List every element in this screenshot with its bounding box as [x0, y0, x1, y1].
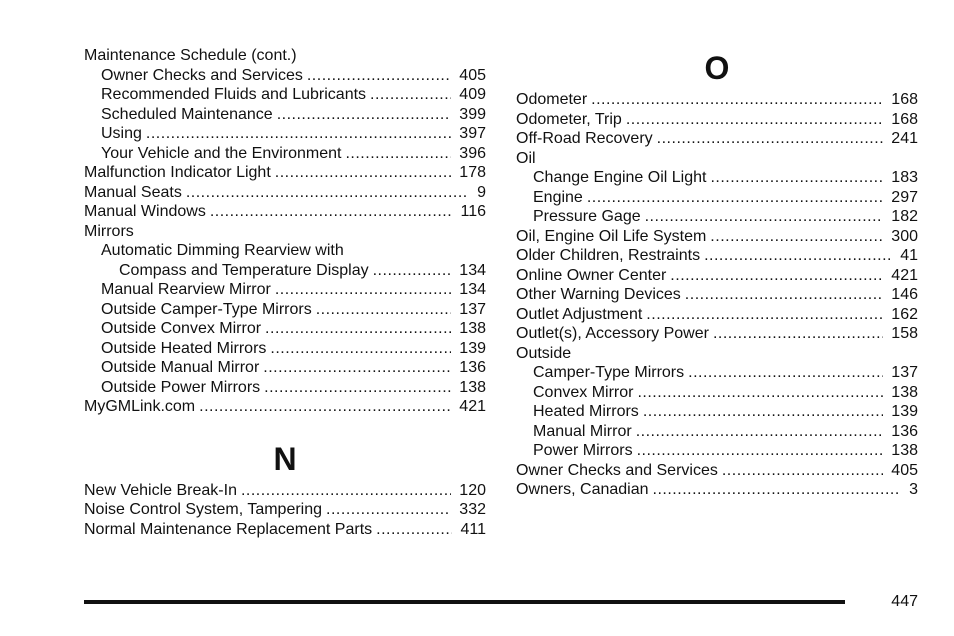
index-entry-page: 138: [459, 320, 486, 337]
index-entry-text: Your Vehicle and the Environment: [101, 144, 342, 162]
index-entry: [516, 422, 918, 442]
section-letter-o: O: [704, 50, 730, 86]
index-entry-page: 397: [459, 125, 486, 142]
index-entry-page: 409: [459, 86, 486, 103]
index-entry: [84, 46, 486, 66]
index-entry-text: Automatic Dimming Rearview with: [101, 242, 344, 259]
dot-leader: [636, 422, 884, 442]
index-entry-text: Outlet Adjustment: [516, 305, 643, 323]
index-entry: [84, 261, 486, 281]
index-entry-text: Normal Maintenance Replacement Parts: [84, 520, 373, 538]
index-entry-text: Odometer: [516, 91, 588, 108]
dot-leader: [326, 500, 451, 520]
index-column-left: [84, 46, 486, 539]
index-entry-text: Owners, Canadian: [516, 481, 649, 498]
index-entry-text: Scheduled Maintenance: [101, 105, 273, 123]
index-entry: [516, 207, 918, 227]
dot-leader: [146, 124, 451, 144]
index-entry-page: 139: [891, 403, 918, 420]
index-entry-page: 300: [891, 227, 918, 245]
index-entry-text: Malfunction Indicator Light: [84, 164, 271, 181]
dot-leader: [587, 188, 883, 208]
index-entry: [516, 344, 918, 364]
index-entry-text: Manual Mirror: [533, 422, 632, 440]
index-entry: [516, 461, 918, 481]
dot-leader: [376, 520, 452, 540]
dot-leader: [626, 110, 883, 130]
index-entry-page: 136: [459, 359, 486, 376]
index-entry-text: Manual Rearview Mirror: [101, 281, 271, 298]
dot-leader: [241, 481, 451, 501]
index-entry-text: Heated Mirrors: [533, 403, 639, 420]
dot-leader: [210, 202, 453, 222]
index-list-o: [516, 90, 918, 500]
index-entry-text: Manual Windows: [84, 203, 206, 220]
index-entry-page: 138: [891, 442, 918, 459]
index-entry: [84, 358, 486, 378]
index-entry-text: Pressure Gage: [533, 208, 641, 225]
index-entry-text: Owner Checks and Services: [516, 461, 718, 479]
index-entry-text: Manual Seats: [84, 183, 182, 201]
index-entry: [516, 90, 918, 110]
index-entry-page: 178: [459, 164, 486, 181]
index-entry-text: Off-Road Recovery: [516, 130, 653, 147]
index-entry: [84, 105, 486, 125]
index-entry: [84, 300, 486, 320]
index-entry: [516, 188, 918, 208]
index-entry: [84, 500, 486, 520]
index-entry-page: 405: [891, 461, 918, 479]
dot-leader: [637, 441, 884, 461]
index-entry-text: Compass and Temperature Display: [119, 261, 369, 279]
dot-leader: [713, 324, 883, 344]
index-entry: [84, 183, 486, 203]
dot-leader: [307, 66, 451, 86]
index-entry: [84, 378, 486, 398]
index-entry-text: Engine: [533, 188, 583, 206]
index-entry-page: 241: [891, 130, 918, 147]
dot-leader: [265, 319, 451, 339]
index-entry-page: 138: [891, 383, 918, 401]
index-entry: [84, 280, 486, 300]
index-entry-page: 421: [891, 266, 918, 284]
index-entry-text: Oil: [516, 149, 536, 167]
dot-leader: [186, 183, 469, 203]
index-entry-page: 332: [459, 501, 486, 518]
dot-leader: [710, 168, 883, 188]
index-entry-text: Older Children, Restraints: [516, 247, 701, 264]
index-entry: [84, 481, 486, 501]
index-entry-page: 183: [891, 169, 918, 186]
index-entry-page: 405: [459, 66, 486, 84]
index-entry-text: Noise Control System, Tampering: [84, 501, 323, 518]
dot-leader: [637, 383, 883, 403]
index-entry: [516, 110, 918, 130]
index-entry: [516, 305, 918, 325]
index-entry-text: Mirrors: [84, 222, 134, 240]
dot-leader: [591, 90, 883, 110]
index-entry-page: 116: [460, 203, 486, 220]
index-entry: [84, 144, 486, 164]
dot-leader: [643, 402, 883, 422]
index-entry-page: 137: [891, 364, 918, 381]
index-entry: [84, 202, 486, 222]
index-entry-page: 139: [459, 339, 486, 357]
index-entry-page: 162: [891, 305, 918, 323]
index-entry-text: Maintenance Schedule (cont.): [84, 47, 297, 64]
index-entry-text: Owner Checks and Services: [101, 66, 303, 84]
index-entry-text: Camper-Type Mirrors: [533, 364, 685, 381]
index-entry: [516, 285, 918, 305]
index-entry: [84, 241, 486, 261]
dot-leader: [653, 480, 902, 500]
index-entry-text: Outside Convex Mirror: [101, 320, 262, 337]
dot-leader: [275, 163, 452, 183]
index-entry-text: Outside Power Mirrors: [101, 378, 261, 396]
index-entry-page: 399: [459, 105, 486, 123]
dot-leader: [370, 85, 451, 105]
index-entry-page: 297: [891, 188, 918, 206]
index-entry: [516, 168, 918, 188]
index-entry-page: 182: [891, 208, 918, 225]
dot-leader: [345, 144, 451, 164]
index-entry-page: 9: [477, 183, 486, 201]
index-entry: [516, 246, 918, 266]
index-entry: [516, 363, 918, 383]
index-list-m: [84, 46, 486, 417]
index-list-n: [84, 481, 486, 540]
index-entry-text: Convex Mirror: [533, 383, 634, 401]
index-entry-page: 421: [459, 398, 486, 415]
index-entry-page: 168: [891, 110, 918, 128]
index-entry: [516, 402, 918, 422]
dot-leader: [657, 129, 884, 149]
index-entry-text: Outside: [516, 344, 572, 362]
index-entry: [84, 520, 486, 540]
dot-leader: [373, 261, 452, 281]
index-entry-page: 168: [891, 91, 918, 108]
dot-leader: [264, 378, 451, 398]
index-entry-page: 41: [900, 247, 918, 264]
dot-leader: [270, 339, 451, 359]
index-entry: [516, 149, 918, 169]
index-entry-text: Other Warning Devices: [516, 286, 681, 303]
section-gap: [84, 417, 486, 437]
dot-leader: [646, 305, 883, 325]
index-entry-text: Oil, Engine Oil Life System: [516, 227, 707, 245]
index-entry: [516, 266, 918, 286]
index-entry-text: Using: [101, 125, 142, 142]
index-entry-page: 120: [459, 481, 486, 499]
dot-leader: [199, 397, 451, 417]
index-entry: [84, 339, 486, 359]
dot-leader: [263, 358, 451, 378]
footer-rule: [84, 600, 845, 604]
dot-leader: [275, 280, 451, 300]
index-entry-text: New Vehicle Break-In: [84, 481, 237, 499]
index-entry: [516, 227, 918, 247]
index-entry-text: Outside Manual Mirror: [101, 359, 260, 376]
dot-leader: [316, 300, 452, 320]
index-entry-page: 138: [459, 378, 486, 396]
index-entry: [84, 85, 486, 105]
index-entry-text: Change Engine Oil Light: [533, 169, 707, 186]
index-entry-page: 396: [459, 144, 486, 162]
index-entry-text: Power Mirrors: [533, 442, 633, 459]
dot-leader: [704, 246, 892, 266]
index-column-right: [516, 46, 918, 500]
index-entry-page: 134: [459, 281, 486, 298]
index-entry: [516, 129, 918, 149]
index-entry: [84, 397, 486, 417]
index-entry-text: Odometer, Trip: [516, 110, 622, 128]
index-entry: [84, 163, 486, 183]
dot-leader: [722, 461, 883, 481]
index-entry-text: Outside Heated Mirrors: [101, 339, 267, 357]
index-entry-text: Recommended Fluids and Lubricants: [101, 86, 367, 103]
index-entry: [516, 324, 918, 344]
dot-leader: [670, 266, 883, 286]
index-entry-page: 146: [891, 286, 918, 303]
dot-leader: [645, 207, 884, 227]
index-entry-text: Outlet(s), Accessory Power: [516, 325, 709, 342]
index-entry-text: MyGMLink.com: [84, 398, 196, 415]
index-entry: [516, 383, 918, 403]
dot-leader: [710, 227, 883, 247]
index-entry: [84, 222, 486, 242]
index-entry: [516, 441, 918, 461]
index-entry-page: 136: [891, 422, 918, 440]
index-entry-text: Online Owner Center: [516, 266, 667, 284]
dot-leader: [277, 105, 452, 125]
dot-leader: [685, 285, 884, 305]
index-entry-text: Outside Camper-Type Mirrors: [101, 300, 312, 318]
index-entry-page: 134: [459, 261, 486, 279]
index-entry-page: 411: [460, 520, 486, 538]
index-entry: [516, 480, 918, 500]
dot-leader: [688, 363, 883, 383]
index-entry: [84, 124, 486, 144]
index-entry-page: 137: [459, 300, 486, 318]
index-entry: [84, 66, 486, 86]
index-entry-page: 158: [891, 325, 918, 342]
index-entry-page: 3: [909, 481, 918, 498]
index-entry: [84, 319, 486, 339]
section-letter-n: N: [273, 440, 297, 477]
page-number: 447: [891, 593, 918, 610]
